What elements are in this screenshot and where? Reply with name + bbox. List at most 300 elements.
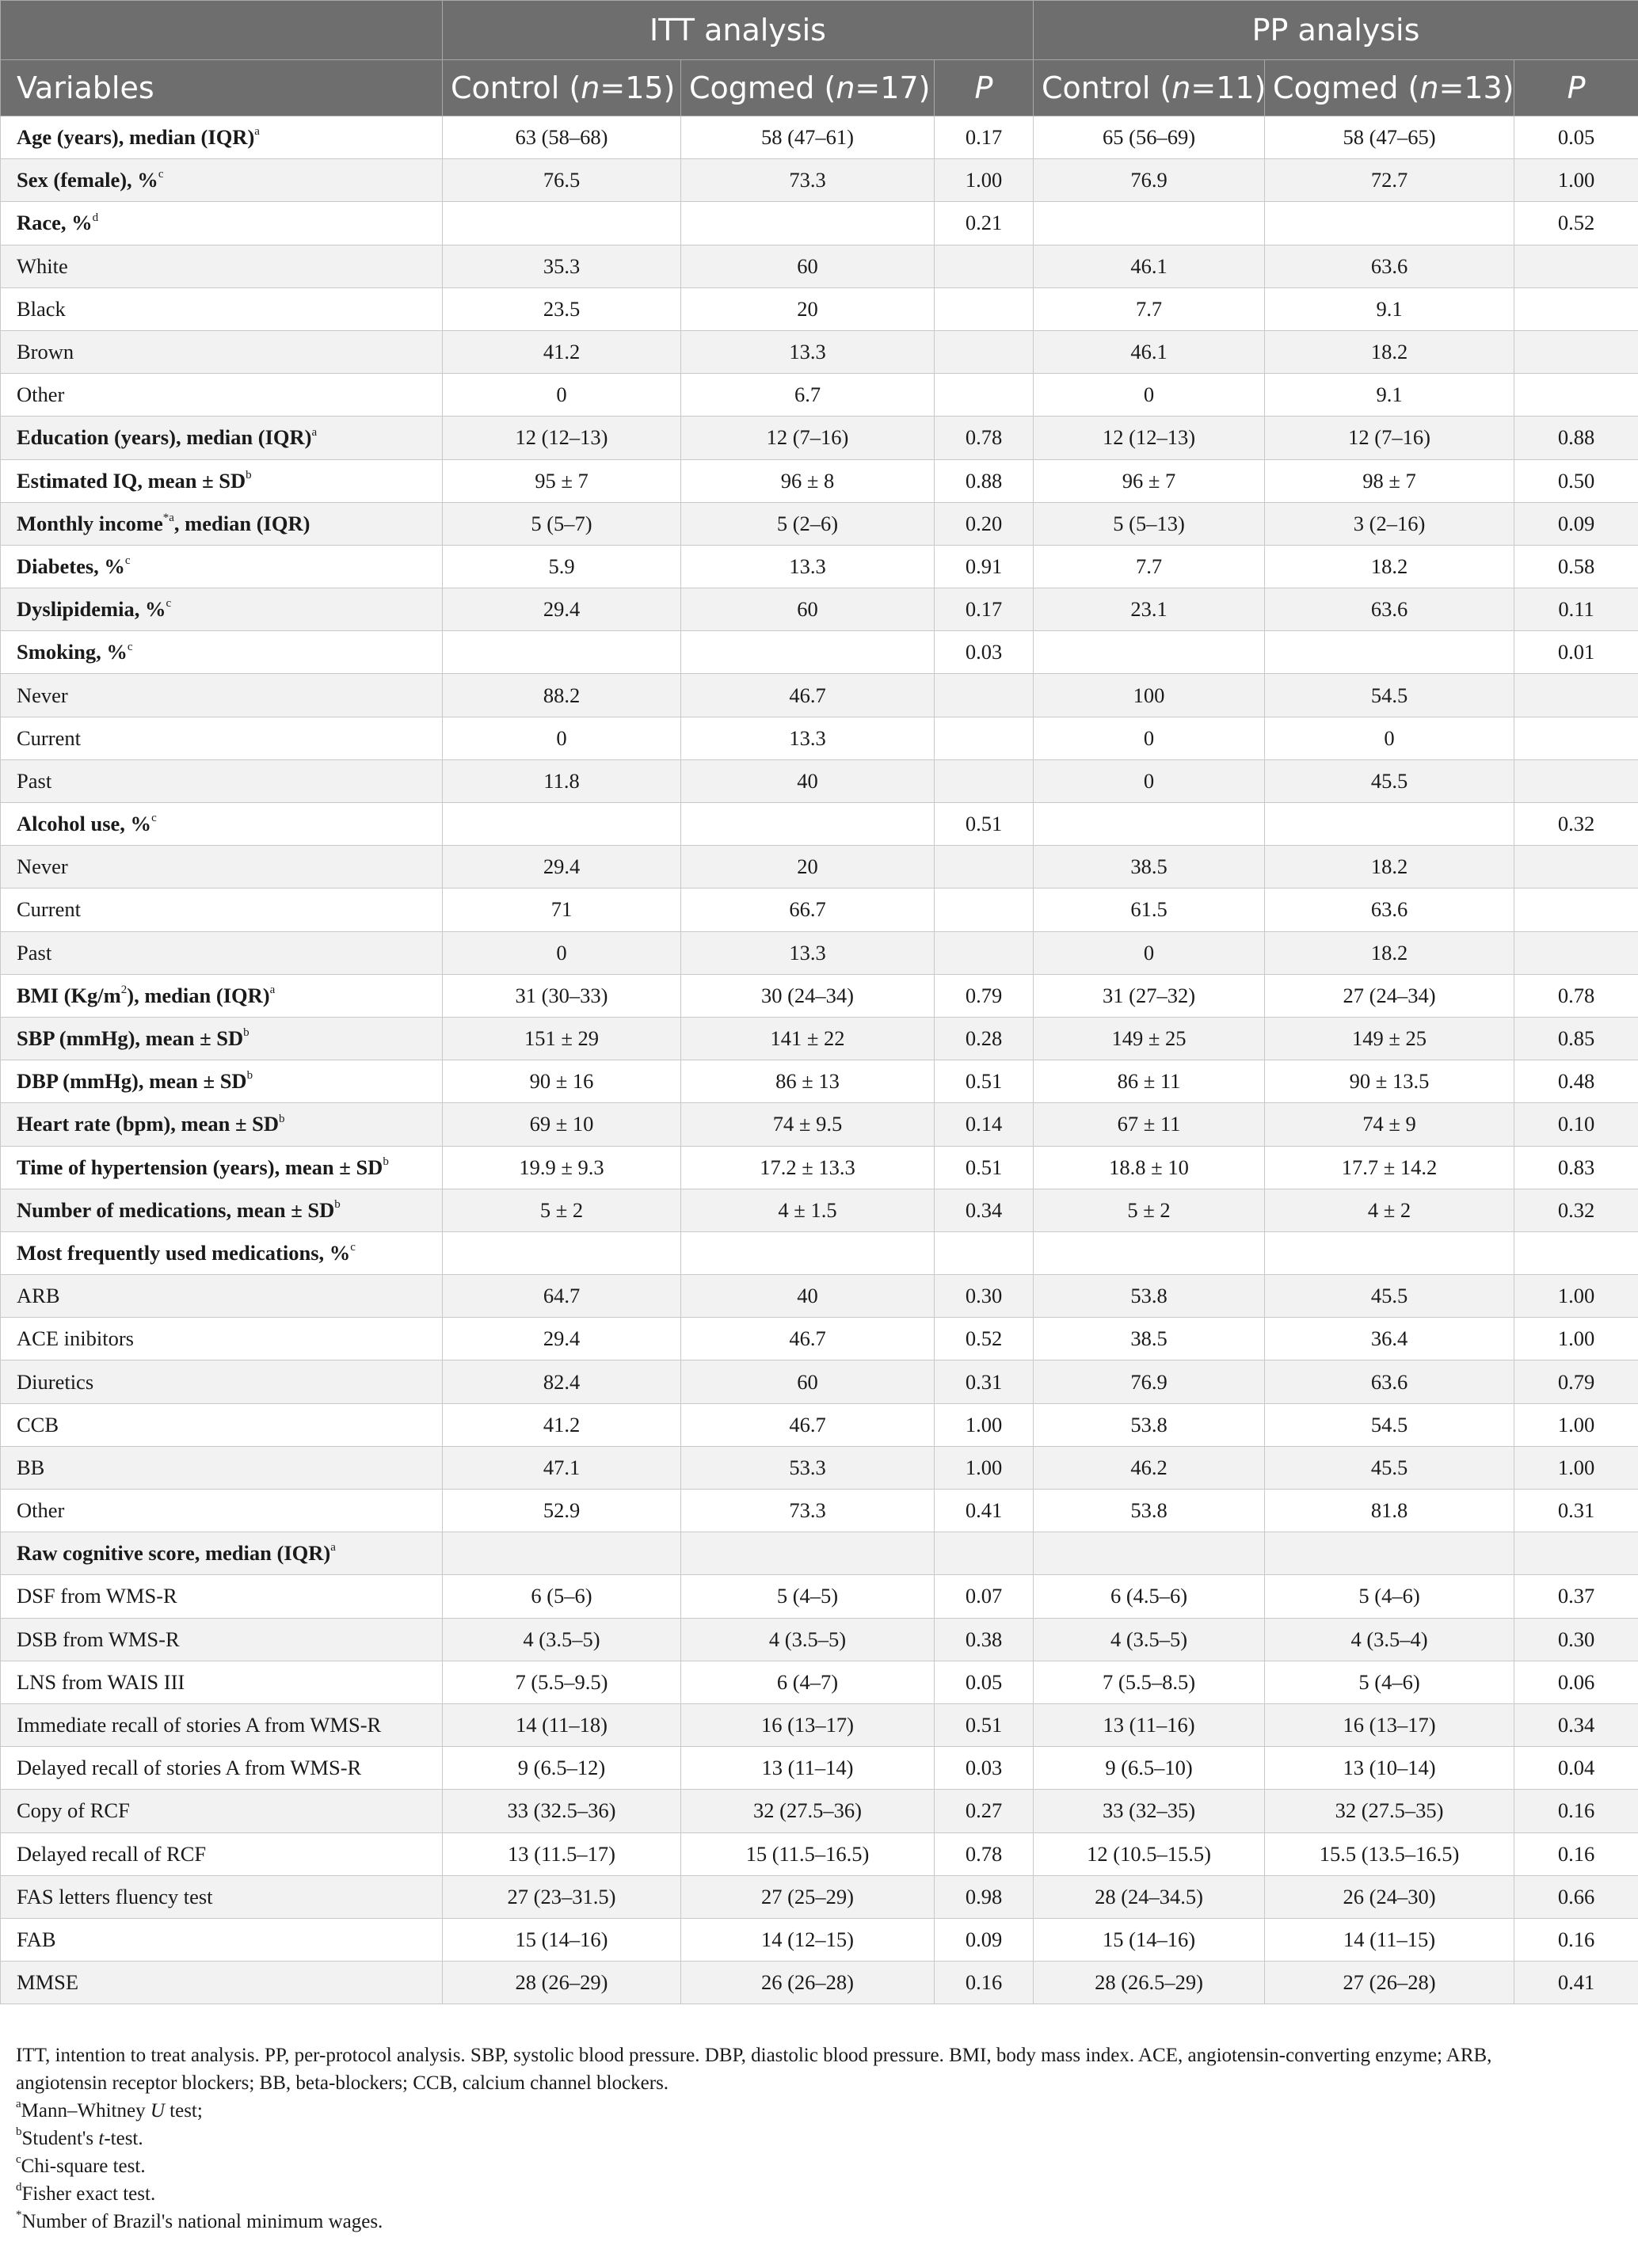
- row-label-superscript: 2: [120, 984, 128, 997]
- cell-pp-control: 86 ± 11: [1034, 1060, 1265, 1103]
- cell-itt-cogmed: 13.3: [681, 330, 935, 373]
- header-itt-cogmed: [681, 60, 935, 116]
- cell-pp-p: 0.06: [1514, 1661, 1638, 1703]
- table-row: [1, 1146, 1638, 1189]
- row-label: [1, 1060, 443, 1103]
- footnote-b: [16, 2125, 1624, 2152]
- header-itt-control-n: n: [581, 70, 600, 105]
- cell-pp-p: 0.52: [1514, 202, 1638, 245]
- row-label-text: White: [17, 253, 68, 278]
- cell-itt-control: 69 ± 10: [443, 1103, 681, 1146]
- row-label-text: Black: [17, 296, 66, 321]
- row-label-superscript: b: [334, 1197, 341, 1211]
- cell-pp-control: 6 (4.5–6): [1034, 1575, 1265, 1618]
- cell-itt-control: 0: [443, 374, 681, 417]
- cell-pp-p: 0.10: [1514, 1103, 1638, 1146]
- cell-pp-cogmed: 26 (24–30): [1265, 1875, 1514, 1918]
- row-label-suffix: , median (IQR): [173, 511, 310, 535]
- cell-pp-p: [1514, 245, 1638, 287]
- row-label-text: BB: [17, 1455, 45, 1479]
- row-label-superscript: d: [92, 211, 99, 224]
- row-label: [1, 803, 443, 846]
- cell-itt-p: 0.21: [935, 202, 1034, 245]
- cell-itt-p: 0.17: [935, 588, 1034, 631]
- cell-pp-cogmed: 63.6: [1265, 588, 1514, 631]
- table-header: [1, 1, 1638, 116]
- cell-pp-control: 67 ± 11: [1034, 1103, 1265, 1146]
- table-row: [1, 502, 1638, 545]
- cell-pp-cogmed: 14 (11–15): [1265, 1918, 1514, 1961]
- row-label-text: Delayed recall of stories A from WMS-R: [17, 1756, 362, 1780]
- row-label-text: Smoking, %: [17, 640, 128, 664]
- footnote-star-mark: *: [16, 2208, 22, 2221]
- cell-pp-cogmed: [1265, 1231, 1514, 1274]
- table-row: [1, 1403, 1638, 1446]
- row-label-text: Diabetes, %: [17, 554, 125, 578]
- cell-itt-p: 0.51: [935, 1703, 1034, 1746]
- row-label: [1, 417, 443, 459]
- cell-itt-control: 76.5: [443, 159, 681, 202]
- row-label-text: DBP (mmHg), mean ± SD: [17, 1069, 247, 1094]
- table-row: [1, 846, 1638, 889]
- cell-itt-p: [935, 674, 1034, 717]
- row-label-text: Time of hypertension (years), mean ± SD: [17, 1155, 383, 1179]
- table-row: [1, 159, 1638, 202]
- footnote-b-italic: t: [98, 2128, 105, 2149]
- table-row: [1, 803, 1638, 846]
- cell-itt-control: 27 (23–31.5): [443, 1875, 681, 1918]
- header-pp-cogmed-pre: Cogmed (: [1273, 70, 1420, 105]
- cell-itt-p: 0.78: [935, 1832, 1034, 1875]
- row-label-text: Age (years), median (IQR): [17, 125, 255, 150]
- cell-pp-p: 0.16: [1514, 1832, 1638, 1875]
- cell-itt-p: 0.91: [935, 545, 1034, 588]
- cell-pp-control: 0: [1034, 717, 1265, 759]
- cell-pp-control: 7 (5.5–8.5): [1034, 1661, 1265, 1703]
- footnote-b-pre: Student's: [21, 2128, 99, 2149]
- cell-pp-p: [1514, 1231, 1638, 1274]
- row-label-superscript: *a: [162, 511, 174, 524]
- cell-itt-cogmed: 27 (25–29): [681, 1875, 935, 1918]
- table-row: [1, 1962, 1638, 2004]
- cell-itt-cogmed: 46.7: [681, 1318, 935, 1360]
- table-row: [1, 1275, 1638, 1318]
- footnote-c-mark: c: [16, 2152, 21, 2166]
- row-label: [1, 1618, 443, 1661]
- cell-itt-p: 0.98: [935, 1875, 1034, 1918]
- table-row: [1, 287, 1638, 330]
- cell-pp-cogmed: 149 ± 25: [1265, 1017, 1514, 1060]
- cell-itt-cogmed: 46.7: [681, 674, 935, 717]
- cell-pp-p: 0.16: [1514, 1790, 1638, 1832]
- cell-pp-control: 0: [1034, 374, 1265, 417]
- cell-pp-cogmed: 18.2: [1265, 931, 1514, 974]
- cell-itt-control: 19.9 ± 9.3: [443, 1146, 681, 1189]
- table-row: [1, 1490, 1638, 1532]
- header-itt-cogmed-pre: Cogmed (: [689, 70, 836, 105]
- row-label-text: Diuretics: [17, 1369, 94, 1394]
- cell-itt-cogmed: [681, 1231, 935, 1274]
- table-row: [1, 374, 1638, 417]
- row-label-text: Never: [17, 683, 68, 707]
- row-label-text: Heart rate (bpm), mean ± SD: [17, 1112, 280, 1136]
- cell-itt-p: 0.07: [935, 1575, 1034, 1618]
- row-label: [1, 1575, 443, 1618]
- cell-itt-cogmed: 15 (11.5–16.5): [681, 1832, 935, 1875]
- row-label-text: CCB: [17, 1412, 59, 1437]
- cell-itt-cogmed: 73.3: [681, 1490, 935, 1532]
- row-label: [1, 159, 443, 202]
- cell-pp-cogmed: [1265, 631, 1514, 674]
- cell-itt-p: [935, 1231, 1034, 1274]
- cell-itt-cogmed: 13.3: [681, 717, 935, 759]
- cell-itt-cogmed: 6 (4–7): [681, 1661, 935, 1703]
- cell-pp-cogmed: 4 ± 2: [1265, 1189, 1514, 1231]
- cell-itt-control: 7 (5.5–9.5): [443, 1661, 681, 1703]
- cell-pp-cogmed: 5 (4–6): [1265, 1575, 1514, 1618]
- cell-itt-cogmed: 5 (4–5): [681, 1575, 935, 1618]
- table-row: [1, 759, 1638, 802]
- row-label-text: Past: [17, 940, 52, 965]
- cell-itt-cogmed: 53.3: [681, 1446, 935, 1489]
- table-row: [1, 1875, 1638, 1918]
- cell-itt-cogmed: 40: [681, 1275, 935, 1318]
- cell-itt-p: 0.79: [935, 974, 1034, 1017]
- header-pp-control-n: n: [1171, 70, 1191, 105]
- cell-pp-p: 0.78: [1514, 974, 1638, 1017]
- row-label-text: Sex (female), %: [17, 168, 158, 192]
- footnote-a-pre: Mann–Whitney: [21, 2100, 150, 2121]
- cell-itt-control: 151 ± 29: [443, 1017, 681, 1060]
- cell-pp-control: 9 (6.5–10): [1034, 1747, 1265, 1790]
- footnote-d-mark: d: [16, 2180, 22, 2194]
- cell-itt-control: 31 (30–33): [443, 974, 681, 1017]
- cell-itt-cogmed: 13.3: [681, 931, 935, 974]
- cell-pp-control: 12 (10.5–15.5): [1034, 1832, 1265, 1875]
- table-row: [1, 1446, 1638, 1489]
- cell-itt-cogmed: 60: [681, 1360, 935, 1403]
- footnote-d-text: Fisher exact test.: [21, 2183, 156, 2205]
- row-label-superscript: c: [127, 640, 133, 653]
- table-row: [1, 1703, 1638, 1746]
- table-body: [1, 116, 1638, 2004]
- table-row: [1, 116, 1638, 159]
- row-label: [1, 1017, 443, 1060]
- cell-itt-control: 11.8: [443, 759, 681, 802]
- table-row: [1, 459, 1638, 502]
- cell-itt-p: 0.28: [935, 1017, 1034, 1060]
- cell-pp-cogmed: 15.5 (13.5–16.5): [1265, 1832, 1514, 1875]
- row-label: [1, 759, 443, 802]
- footnote-d: [16, 2180, 1624, 2208]
- header-pp-analysis: PP analysis: [1034, 1, 1638, 60]
- row-label-text: Immediate recall of stories A from WMS-R: [17, 1713, 382, 1737]
- cell-itt-cogmed: 26 (26–28): [681, 1962, 935, 2004]
- footnote-b-post: -test.: [104, 2128, 143, 2149]
- cell-pp-p: 0.88: [1514, 417, 1638, 459]
- cell-itt-p: 0.88: [935, 459, 1034, 502]
- cell-pp-control: 76.9: [1034, 159, 1265, 202]
- cell-pp-p: 0.09: [1514, 502, 1638, 545]
- row-label-text: DSF from WMS-R: [17, 1584, 177, 1608]
- cell-pp-control: 28 (24–34.5): [1034, 1875, 1265, 1918]
- cell-pp-control: 5 (5–13): [1034, 502, 1265, 545]
- cell-itt-cogmed: [681, 202, 935, 245]
- row-label-text: Alcohol use, %: [17, 812, 152, 836]
- table-row: [1, 1618, 1638, 1661]
- cell-pp-cogmed: 81.8: [1265, 1490, 1514, 1532]
- cell-pp-control: [1034, 1231, 1265, 1274]
- cell-itt-p: 0.17: [935, 116, 1034, 159]
- header-pp-control: [1034, 60, 1265, 116]
- row-label: [1, 1446, 443, 1489]
- row-label: [1, 1490, 443, 1532]
- cell-pp-p: [1514, 330, 1638, 373]
- row-label-text: DSB from WMS-R: [17, 1627, 180, 1651]
- cell-itt-cogmed: [681, 1532, 935, 1575]
- table-row: [1, 1575, 1638, 1618]
- row-label: [1, 374, 443, 417]
- cell-itt-control: 33 (32.5–36): [443, 1790, 681, 1832]
- cell-pp-cogmed: 54.5: [1265, 1403, 1514, 1446]
- cell-itt-p: [935, 846, 1034, 889]
- cell-pp-control: 18.8 ± 10: [1034, 1146, 1265, 1189]
- cell-pp-cogmed: 16 (13–17): [1265, 1703, 1514, 1746]
- cell-pp-p: 0.32: [1514, 803, 1638, 846]
- cell-pp-cogmed: 13 (10–14): [1265, 1747, 1514, 1790]
- cell-pp-cogmed: 63.6: [1265, 245, 1514, 287]
- cell-pp-p: 0.01: [1514, 631, 1638, 674]
- cell-pp-cogmed: 72.7: [1265, 159, 1514, 202]
- cell-pp-control: [1034, 202, 1265, 245]
- table-row: [1, 1231, 1638, 1274]
- cell-pp-control: 149 ± 25: [1034, 1017, 1265, 1060]
- footnote-star-text: Number of Brazil's national minimum wages.: [21, 2211, 383, 2232]
- cell-itt-cogmed: 46.7: [681, 1403, 935, 1446]
- cell-pp-control: 46.1: [1034, 330, 1265, 373]
- cell-pp-cogmed: 0: [1265, 717, 1514, 759]
- cell-itt-control: 23.5: [443, 287, 681, 330]
- row-label-superscript: b: [383, 1155, 389, 1168]
- cell-pp-cogmed: 9.1: [1265, 287, 1514, 330]
- row-label: [1, 631, 443, 674]
- cell-itt-p: [935, 759, 1034, 802]
- cell-itt-cogmed: [681, 631, 935, 674]
- cell-pp-p: 0.50: [1514, 459, 1638, 502]
- table-row: [1, 1060, 1638, 1103]
- cell-itt-cogmed: 13 (11–14): [681, 1747, 935, 1790]
- row-label: [1, 889, 443, 931]
- abbreviations-note: [16, 2042, 1624, 2097]
- cell-pp-control: 31 (27–32): [1034, 974, 1265, 1017]
- cell-itt-p: 0.03: [935, 631, 1034, 674]
- cell-itt-p: [935, 717, 1034, 759]
- row-label-text: Other: [17, 1498, 65, 1523]
- cell-itt-control: 28 (26–29): [443, 1962, 681, 2004]
- cell-pp-p: 0.58: [1514, 545, 1638, 588]
- cell-itt-cogmed: 60: [681, 245, 935, 287]
- cell-itt-cogmed: 5 (2–6): [681, 502, 935, 545]
- row-label: [1, 1832, 443, 1875]
- row-label-superscript: c: [124, 554, 131, 568]
- cell-pp-control: 61.5: [1034, 889, 1265, 931]
- table-row: [1, 1360, 1638, 1403]
- row-label-text: Race, %: [17, 211, 93, 235]
- cell-itt-control: 82.4: [443, 1360, 681, 1403]
- cell-itt-cogmed: 4 (3.5–5): [681, 1618, 935, 1661]
- cell-itt-control: 64.7: [443, 1275, 681, 1318]
- cell-pp-p: 0.48: [1514, 1060, 1638, 1103]
- table-row: [1, 417, 1638, 459]
- cell-pp-p: [1514, 717, 1638, 759]
- table-row: [1, 245, 1638, 287]
- header-itt-analysis: ITT analysis: [443, 1, 1034, 60]
- cell-itt-p: 0.16: [935, 1962, 1034, 2004]
- cell-pp-control: 5 ± 2: [1034, 1189, 1265, 1231]
- cell-pp-cogmed: 90 ± 13.5: [1265, 1060, 1514, 1103]
- row-label: [1, 1103, 443, 1146]
- row-label: [1, 116, 443, 159]
- cell-itt-control: 63 (58–68): [443, 116, 681, 159]
- cell-itt-p: 0.30: [935, 1275, 1034, 1318]
- cell-pp-cogmed: 58 (47–65): [1265, 116, 1514, 159]
- row-label: [1, 974, 443, 1017]
- cell-itt-p: [935, 245, 1034, 287]
- row-label: [1, 459, 443, 502]
- cell-itt-p: 0.52: [935, 1318, 1034, 1360]
- table-row: [1, 1318, 1638, 1360]
- cell-itt-p: 0.51: [935, 1060, 1034, 1103]
- cell-pp-control: 96 ± 7: [1034, 459, 1265, 502]
- row-label: [1, 1661, 443, 1703]
- header-pp-p-label: P: [1567, 70, 1586, 105]
- cell-pp-control: 0: [1034, 931, 1265, 974]
- cell-itt-control: 88.2: [443, 674, 681, 717]
- cell-pp-p: [1514, 931, 1638, 974]
- cell-pp-p: 0.34: [1514, 1703, 1638, 1746]
- cell-pp-p: 0.79: [1514, 1360, 1638, 1403]
- cell-pp-cogmed: 18.2: [1265, 545, 1514, 588]
- cell-itt-p: [935, 889, 1034, 931]
- table-row: [1, 330, 1638, 373]
- cell-pp-cogmed: [1265, 1532, 1514, 1575]
- cell-pp-control: 53.8: [1034, 1403, 1265, 1446]
- cell-itt-cogmed: 58 (47–61): [681, 116, 935, 159]
- cell-itt-cogmed: 6.7: [681, 374, 935, 417]
- row-label-superscript: b: [279, 1112, 285, 1125]
- cell-pp-cogmed: 9.1: [1265, 374, 1514, 417]
- header-itt-control-post: =15): [600, 70, 676, 105]
- row-label-text: Current: [17, 897, 81, 922]
- header-pp-control-pre: Control (: [1042, 70, 1172, 105]
- cell-itt-cogmed: 32 (27.5–36): [681, 1790, 935, 1832]
- row-label: [1, 1962, 443, 2004]
- row-label: [1, 1360, 443, 1403]
- row-label: [1, 245, 443, 287]
- row-label-text: Education (years), median (IQR): [17, 425, 312, 450]
- row-label-text: Past: [17, 768, 52, 793]
- cell-pp-p: [1514, 674, 1638, 717]
- cell-pp-cogmed: 32 (27.5–35): [1265, 1790, 1514, 1832]
- cell-pp-cogmed: 54.5: [1265, 674, 1514, 717]
- cell-itt-cogmed: 12 (7–16): [681, 417, 935, 459]
- cell-itt-control: 0: [443, 931, 681, 974]
- cell-pp-control: 46.1: [1034, 245, 1265, 287]
- cell-pp-p: 1.00: [1514, 159, 1638, 202]
- cell-itt-cogmed: 141 ± 22: [681, 1017, 935, 1060]
- cell-pp-control: [1034, 803, 1265, 846]
- footnote-a-mark: a: [16, 2097, 21, 2110]
- cell-itt-control: 13 (11.5–17): [443, 1832, 681, 1875]
- cell-itt-p: 0.14: [935, 1103, 1034, 1146]
- row-label-superscript: a: [311, 425, 318, 439]
- table-row: [1, 1747, 1638, 1790]
- row-label-superscript: b: [243, 1026, 250, 1040]
- cell-itt-control: 5.9: [443, 545, 681, 588]
- row-label: [1, 931, 443, 974]
- cell-pp-cogmed: 98 ± 7: [1265, 459, 1514, 502]
- header-itt-p-label: P: [974, 70, 993, 105]
- header-pp-control-post: =11): [1190, 70, 1267, 105]
- row-label-text: ACE inibitors: [17, 1326, 134, 1351]
- header-itt-cogmed-post: =17): [855, 70, 931, 105]
- cell-itt-control: 6 (5–6): [443, 1575, 681, 1618]
- cell-itt-cogmed: 60: [681, 588, 935, 631]
- table-row: [1, 1790, 1638, 1832]
- cell-itt-p: 0.31: [935, 1360, 1034, 1403]
- table-row: [1, 931, 1638, 974]
- row-label: [1, 674, 443, 717]
- row-label-text: Estimated IQ, mean ± SD: [17, 468, 246, 493]
- table-row: [1, 1832, 1638, 1875]
- row-label-text: Other: [17, 382, 65, 407]
- cell-pp-control: 100: [1034, 674, 1265, 717]
- cell-itt-p: [935, 931, 1034, 974]
- cell-itt-p: 0.20: [935, 502, 1034, 545]
- row-label-text: Most frequently used medications, %: [17, 1240, 351, 1265]
- row-label-superscript: c: [166, 597, 172, 611]
- cell-pp-p: 0.11: [1514, 588, 1638, 631]
- cell-itt-p: 0.34: [935, 1189, 1034, 1231]
- row-label-superscript: b: [246, 468, 252, 481]
- table-row: [1, 202, 1638, 245]
- cell-itt-cogmed: 14 (12–15): [681, 1918, 935, 1961]
- cell-itt-cogmed: 96 ± 8: [681, 459, 935, 502]
- table-row: [1, 974, 1638, 1017]
- cell-pp-control: 33 (32–35): [1034, 1790, 1265, 1832]
- header-empty-cell: [1, 1, 443, 60]
- cell-pp-control: 12 (12–13): [1034, 417, 1265, 459]
- header-itt-control: [443, 60, 681, 116]
- cell-pp-cogmed: [1265, 803, 1514, 846]
- cell-itt-control: 95 ± 7: [443, 459, 681, 502]
- cell-itt-control: [443, 1532, 681, 1575]
- cell-itt-p: 0.05: [935, 1661, 1034, 1703]
- cell-pp-p: 0.32: [1514, 1189, 1638, 1231]
- cell-pp-control: 23.1: [1034, 588, 1265, 631]
- row-label-text: Brown: [17, 340, 74, 364]
- row-label: [1, 287, 443, 330]
- cell-itt-cogmed: 20: [681, 287, 935, 330]
- cell-itt-control: 4 (3.5–5): [443, 1618, 681, 1661]
- cell-itt-control: 90 ± 16: [443, 1060, 681, 1103]
- row-label-suffix: ), median (IQR): [127, 983, 270, 1007]
- row-label-superscript: c: [151, 812, 157, 825]
- cell-pp-p: 1.00: [1514, 1318, 1638, 1360]
- cell-itt-p: 1.00: [935, 159, 1034, 202]
- footnote-c: [16, 2152, 1624, 2180]
- cell-itt-p: 1.00: [935, 1403, 1034, 1446]
